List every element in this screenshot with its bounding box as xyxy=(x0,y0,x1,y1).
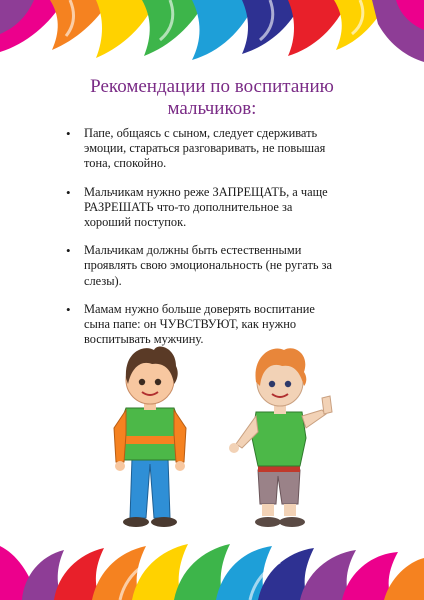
rainbow-swirl-bottom xyxy=(0,532,424,600)
tip-line: эмоции, стараться разговаривать, не повышая xyxy=(84,141,326,156)
tip-line: проявлять свою эмоциональность (не ругать за xyxy=(84,258,333,273)
tip-item xyxy=(66,184,372,231)
bullet-icon: • xyxy=(66,301,71,317)
tip-line: РАЗРЕШАТЬ что-то дополнительное за xyxy=(84,199,293,214)
boy-illustration-dark-hair xyxy=(96,338,206,538)
boy-illustration-red-hair xyxy=(222,338,342,538)
tip-line: Мамам нужно больше доверять воспитание xyxy=(84,301,315,316)
tip-item xyxy=(66,126,372,172)
tip-line: Мальчикам нужно реже ЗАПРЕЩАТЬ, а чаще xyxy=(84,184,328,199)
tip-line: слезы). xyxy=(84,273,122,288)
rainbow-swirl-top xyxy=(0,0,424,78)
tip-line: Папе, общаясь с сыном, следует сдерживать xyxy=(84,126,318,140)
tip-line: Мальчикам должны быть естественными xyxy=(84,243,302,258)
tip-item xyxy=(66,243,372,289)
tips-list xyxy=(66,126,372,360)
tip-line: сына папе: он ЧУВСТВУЮТ, как нужно xyxy=(84,317,297,332)
tip-line: воспитывать мужчину. xyxy=(84,332,204,347)
title-line-2: мальчиков: xyxy=(167,98,257,119)
tip-line: хороший поступок. xyxy=(84,215,187,230)
bullet-icon: • xyxy=(66,184,71,200)
bullet-icon: • xyxy=(66,126,71,141)
tip-line: тона, спокойно. xyxy=(84,156,167,171)
bullet-icon: • xyxy=(66,243,71,259)
page-title xyxy=(40,76,384,120)
title-line-1: Рекомендации по воспитанию xyxy=(90,76,334,97)
